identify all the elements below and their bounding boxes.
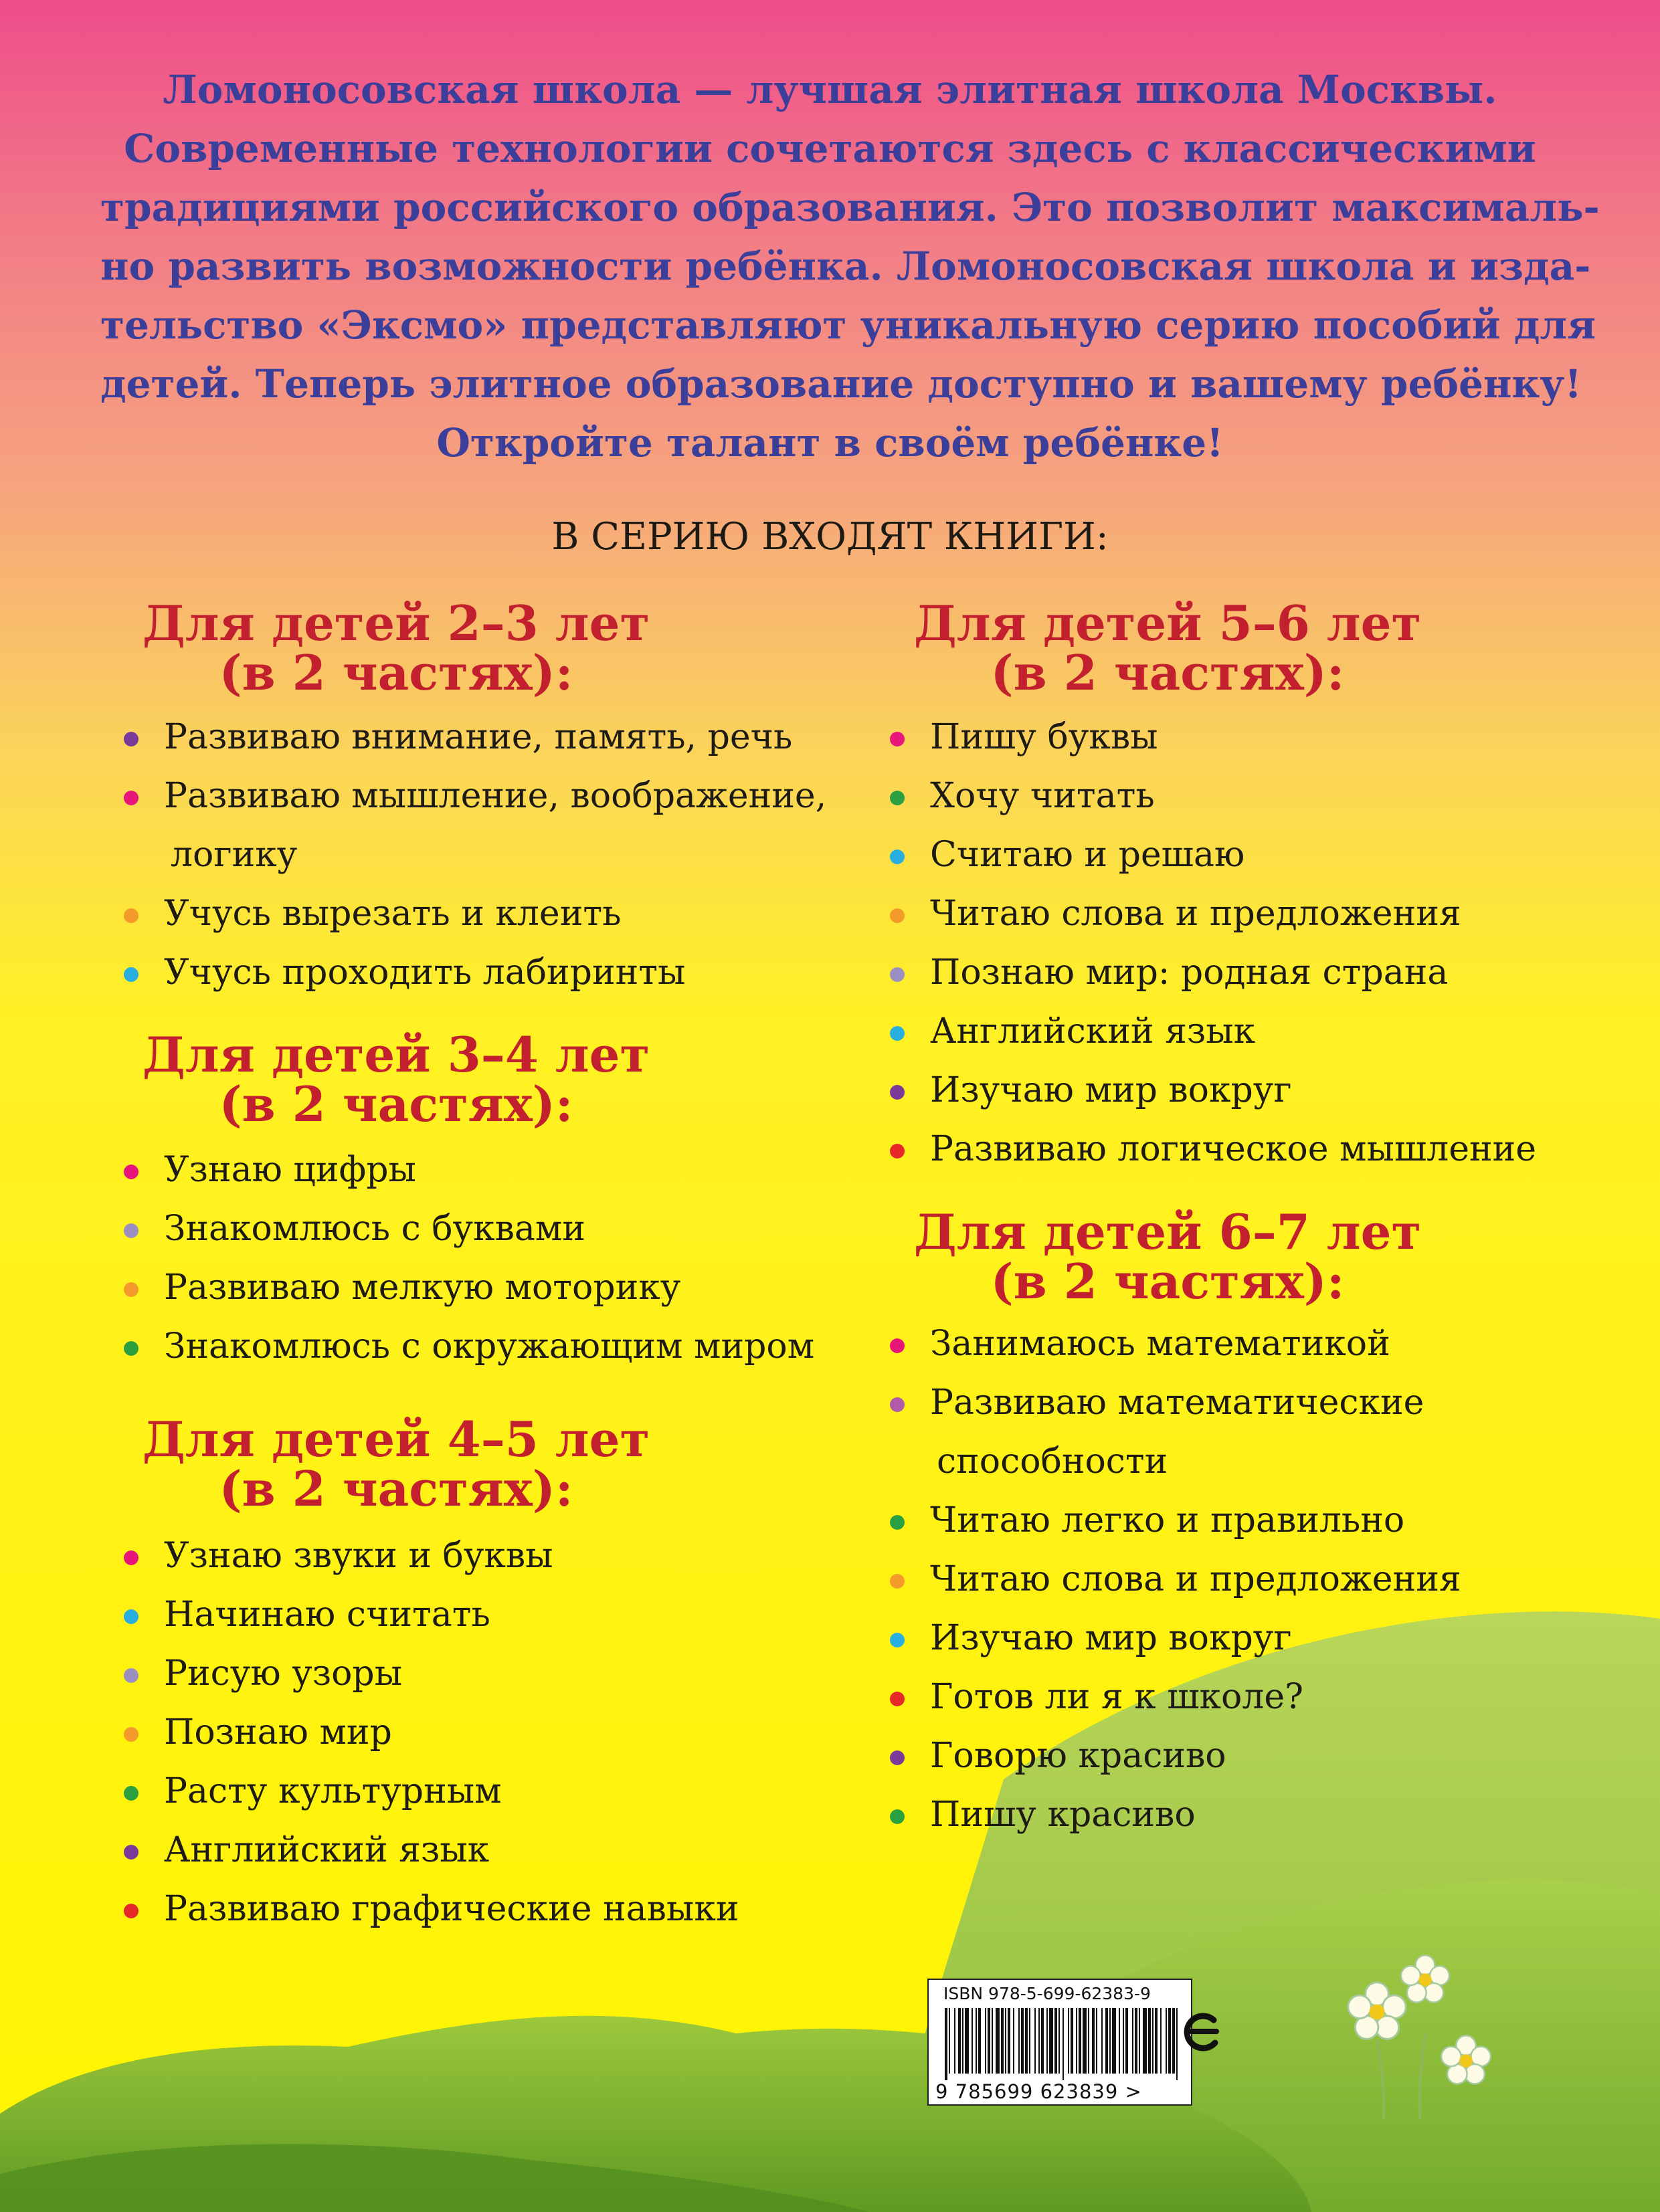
book-title-line: Изучаю мир вокруг <box>930 1618 1292 1658</box>
barcode-bar <box>962 2008 963 2074</box>
group-subtitle: (в 2 частях): <box>219 1460 573 1517</box>
book-item <box>124 943 826 1002</box>
group-title-3-4 <box>95 1026 697 1132</box>
barcode-bar <box>1166 2008 1167 2074</box>
intro-line: Откройте талант в своём ребёнке! <box>436 420 1224 466</box>
book-title <box>164 1585 490 1644</box>
book-title-line: способности <box>937 1441 1168 1482</box>
flower-icon <box>1398 1953 1452 2007</box>
barcode-bar <box>978 2008 981 2074</box>
intro-line: тельство «Эксмо» представляют уникальную серию пособий для <box>100 302 1596 348</box>
book-title-line: Знакомлюсь с буквами <box>164 1209 586 1249</box>
bullet-dot-icon <box>890 1026 905 1041</box>
book-item <box>890 1314 1461 1373</box>
bullet-dot-icon <box>890 908 905 923</box>
book-title <box>930 767 1155 825</box>
bullet-dot-icon <box>890 1338 905 1353</box>
book-title-line: Начинаю считать <box>164 1595 490 1635</box>
book-title <box>164 1821 489 1880</box>
book-item <box>124 1317 814 1376</box>
book-item <box>124 1585 739 1644</box>
book-title-line: Развиваю внимание, память, речь <box>164 717 793 757</box>
book-title <box>930 1120 1536 1179</box>
book-item <box>890 1785 1461 1844</box>
bullet-dot-icon <box>124 1727 139 1742</box>
book-title <box>164 943 685 1002</box>
book-item <box>124 1258 814 1317</box>
book-title <box>930 1668 1303 1726</box>
group-title-text: Для детей 3–4 лет <box>142 1026 650 1083</box>
barcode-bar <box>1088 2008 1089 2074</box>
book-title-line: Развиваю мелкую моторику <box>164 1268 681 1308</box>
book-title <box>930 943 1448 1002</box>
barcode-bar <box>1008 2008 1010 2074</box>
barcode-bar <box>1041 2008 1044 2074</box>
book-title-line: Расту культурным <box>164 1771 502 1811</box>
barcode-bar <box>985 2008 986 2074</box>
barcode-bar <box>1076 2008 1077 2074</box>
bullet-dot-icon <box>890 732 905 746</box>
bullet-dot-icon <box>890 1397 905 1412</box>
book-title <box>164 1140 416 1199</box>
book-title <box>930 1609 1292 1668</box>
book-title-line: Узнаю звуки и буквы <box>164 1536 553 1576</box>
book-title <box>930 1785 1196 1844</box>
book-item <box>124 1644 739 1703</box>
barcode-bar <box>1105 2008 1108 2074</box>
book-item <box>890 1491 1461 1550</box>
barcode <box>943 2008 1179 2080</box>
barcode-bar <box>1001 2008 1004 2074</box>
barcode-bar <box>1025 2008 1028 2074</box>
bullet-dot-icon <box>124 908 139 923</box>
group-title-text: Для детей 6–7 лет <box>913 1203 1422 1260</box>
barcode-bar <box>1063 2008 1064 2080</box>
book-item <box>124 1199 814 1258</box>
bullet-dot-icon <box>890 1692 905 1706</box>
book-title <box>930 1726 1226 1785</box>
bullet-dot-icon <box>890 967 905 982</box>
bullet-dot-icon <box>890 849 905 864</box>
book-item <box>890 884 1536 943</box>
book-item <box>124 1140 814 1199</box>
book-title <box>930 825 1244 884</box>
barcode-bar <box>1021 2008 1024 2074</box>
book-title <box>930 1061 1292 1120</box>
book-item <box>890 1061 1536 1120</box>
bullet-dot-icon <box>124 1609 139 1624</box>
isbn-label: ISBN 978-5-699-62383-9 <box>943 1984 1151 2003</box>
book-title-line: Считаю и решаю <box>930 835 1245 875</box>
book-title <box>164 1526 553 1585</box>
book-title-line: Хочу читать <box>930 776 1155 816</box>
barcode-bar <box>1092 2008 1095 2074</box>
barcode-bar <box>958 2008 961 2074</box>
book-item <box>890 708 1536 767</box>
barcode-bar <box>1018 2008 1020 2074</box>
book-item <box>890 1609 1461 1668</box>
book-title-line: Занимаюсь математикой <box>930 1324 1390 1364</box>
barcode-bar <box>1083 2008 1087 2074</box>
book-title <box>164 1762 502 1821</box>
flower-icon <box>1439 2033 1493 2088</box>
barcode-bar <box>949 2008 950 2074</box>
barcode-bar <box>1132 2008 1133 2074</box>
book-title-line: Развиваю логическое мышление <box>930 1129 1537 1169</box>
barcode-bar <box>1119 2008 1120 2074</box>
book-item <box>124 884 826 943</box>
book-title <box>930 1373 1424 1491</box>
book-title-line: Говорю красиво <box>930 1736 1226 1776</box>
book-title <box>164 708 792 767</box>
barcode-bar <box>1005 2008 1006 2074</box>
group-title-6-7 <box>866 1203 1469 1310</box>
book-title-line: Развиваю мышление, воображение, <box>164 776 827 816</box>
book-title <box>164 1317 814 1376</box>
group-title-text: Для детей 2–3 лет <box>142 595 650 651</box>
barcode-bar <box>965 2008 969 2074</box>
barcode-bar <box>1068 2008 1069 2074</box>
book-title-line: Пишу красиво <box>930 1795 1196 1835</box>
barcode-bar <box>1148 2008 1151 2074</box>
barcode-bar <box>976 2008 977 2074</box>
group-title-4-5 <box>95 1411 697 1517</box>
barcode-bar <box>1139 2008 1140 2074</box>
bullet-dot-icon <box>124 1550 139 1565</box>
book-title-line: Рисую узоры <box>164 1653 403 1694</box>
bullet-dot-icon <box>124 732 139 746</box>
bullet-dot-icon <box>124 791 139 805</box>
barcode-bar <box>972 2008 973 2074</box>
isbn-digits: 9 785699 623839 > <box>935 2080 1142 2103</box>
barcode-bar <box>1101 2008 1103 2074</box>
book-item <box>890 1668 1461 1726</box>
bullet-dot-icon <box>124 1165 139 1179</box>
barcode-bar <box>1168 2008 1171 2074</box>
book-title-line: логику <box>171 835 298 875</box>
book-item <box>890 825 1536 884</box>
book-title <box>164 767 826 884</box>
barcode-bar <box>1013 2008 1014 2074</box>
group-title-text: Для детей 4–5 лет <box>142 1411 650 1468</box>
book-list-4-5 <box>124 1526 739 1938</box>
book-title-line: Познаю мир <box>164 1712 392 1752</box>
intro-line: Ломоносовская школа — лучшая элитная школа Москвы. <box>163 67 1497 112</box>
book-title-line: Учусь проходить лабиринты <box>164 952 686 993</box>
barcode-bar <box>1046 2008 1048 2074</box>
barcode-bar <box>1049 2008 1053 2074</box>
barcode-bar <box>1135 2008 1137 2074</box>
intro-line: детей. Теперь элитное образование доступно и вашему ребёнку! <box>100 361 1582 407</box>
book-title <box>164 1258 680 1317</box>
book-title-line: Готов ли я к школе? <box>930 1677 1304 1717</box>
barcode-bar <box>1054 2008 1057 2074</box>
book-item <box>890 1120 1536 1179</box>
book-list-5-6 <box>890 708 1536 1179</box>
book-title <box>930 1314 1390 1373</box>
bullet-dot-icon <box>890 1809 905 1824</box>
barcode-bar <box>988 2008 990 2074</box>
intro-line: традициями российского образования. Это позволит максималь- <box>100 185 1600 230</box>
barcode-bar <box>1112 2008 1116 2074</box>
flower-stems <box>1365 2033 1445 2120</box>
barcode-bar <box>1155 2008 1158 2074</box>
bullet-dot-icon <box>124 1223 139 1238</box>
barcode-bar <box>996 2008 1000 2074</box>
book-title <box>164 884 621 943</box>
bullet-dot-icon <box>890 1085 905 1100</box>
bullet-dot-icon <box>890 1750 905 1765</box>
intro-line: Современные технологии сочетаются здесь с классическими <box>124 126 1536 171</box>
barcode-bar <box>1096 2008 1097 2074</box>
book-item <box>124 708 826 767</box>
barcode-bar <box>1038 2008 1040 2074</box>
book-title <box>930 1550 1461 1609</box>
group-subtitle: (в 2 частях): <box>990 1253 1345 1310</box>
book-item <box>124 767 826 884</box>
book-title-line: Учусь вырезать и клеить <box>164 894 622 934</box>
barcode-bar <box>1079 2008 1081 2074</box>
book-title <box>164 1644 402 1703</box>
eksmo-logo-icon <box>1180 2001 1223 2062</box>
book-list-3-4 <box>124 1140 814 1376</box>
book-item <box>124 1762 739 1821</box>
book-title <box>164 1880 739 1938</box>
book-item <box>890 1002 1536 1061</box>
bullet-dot-icon <box>890 1574 905 1589</box>
barcode-bar <box>1029 2008 1030 2074</box>
isbn-barcode-box <box>927 1979 1192 2106</box>
book-item <box>890 1550 1461 1609</box>
bullet-dot-icon <box>124 1341 139 1356</box>
book-item <box>124 1821 739 1880</box>
bullet-dot-icon <box>124 1668 139 1683</box>
book-title <box>164 1703 392 1762</box>
bullet-dot-icon <box>124 1845 139 1859</box>
book-title <box>164 1199 585 1258</box>
book-title-line: Читаю слова и предложения <box>930 894 1461 934</box>
barcode-bar <box>992 2008 993 2074</box>
group-subtitle: (в 2 частях): <box>990 644 1345 701</box>
book-item <box>124 1526 739 1585</box>
book-title-line: Познаю мир: родная страна <box>930 952 1449 993</box>
bullet-dot-icon <box>124 967 139 982</box>
barcode-bar <box>1034 2008 1036 2074</box>
intro-paragraph <box>100 60 1600 472</box>
bullet-dot-icon <box>890 1633 905 1647</box>
book-item <box>890 1726 1461 1785</box>
series-heading: В СЕРИЮ ВХОДЯТ КНИГИ: <box>551 515 1109 559</box>
book-list-2-3 <box>124 708 826 1002</box>
bullet-dot-icon <box>124 1786 139 1801</box>
barcode-bar <box>1125 2008 1128 2074</box>
bullet-dot-icon <box>124 1282 139 1297</box>
group-title-2-3 <box>95 595 697 701</box>
book-title-line: Развиваю графические навыки <box>164 1889 739 1929</box>
book-title <box>930 1002 1255 1061</box>
book-item <box>890 1373 1461 1491</box>
book-title-line: Знакомлюсь с окружающим миром <box>164 1326 815 1367</box>
book-title-line: Узнаю цифры <box>164 1150 416 1190</box>
barcode-bar <box>1109 2008 1111 2074</box>
book-title-line: Читаю легко и правильно <box>930 1500 1405 1540</box>
bullet-dot-icon <box>890 1144 905 1159</box>
group-subtitle: (в 2 частях): <box>219 1076 573 1132</box>
barcode-bar <box>1172 2008 1175 2074</box>
barcode-bar <box>945 2008 947 2080</box>
group-subtitle: (в 2 частях): <box>219 644 573 701</box>
book-item <box>124 1703 739 1762</box>
book-item <box>890 767 1536 825</box>
book-title-line: Пишу буквы <box>930 717 1158 757</box>
book-title <box>930 884 1461 943</box>
intro-line: но развить возможности ребёнка. Ломоносовская школа и изда- <box>100 243 1591 289</box>
barcode-bar <box>1123 2008 1124 2074</box>
group-title-5-6 <box>866 595 1469 701</box>
bullet-dot-icon <box>890 1515 905 1530</box>
book-list-6-7 <box>890 1314 1461 1844</box>
barcode-bar <box>1071 2008 1073 2074</box>
book-title-line: Английский язык <box>164 1830 490 1870</box>
book-title-line: Читаю слова и предложения <box>930 1559 1461 1599</box>
book-title <box>930 1491 1404 1550</box>
bullet-dot-icon <box>124 1904 139 1918</box>
barcode-bar <box>1152 2008 1154 2074</box>
book-title-line: Развиваю математические <box>930 1383 1424 1423</box>
barcode-bar <box>1160 2008 1162 2074</box>
barcode-bar <box>954 2008 955 2074</box>
book-title-line: Изучаю мир вокруг <box>930 1070 1292 1110</box>
barcode-bar <box>1058 2008 1060 2074</box>
bullet-dot-icon <box>890 791 905 805</box>
group-title-text: Для детей 5–6 лет <box>913 595 1422 651</box>
book-item <box>124 1880 739 1938</box>
book-title <box>930 708 1158 767</box>
barcode-bar <box>1176 2008 1178 2080</box>
book-item <box>890 943 1536 1002</box>
barcode-bar <box>1143 2008 1147 2074</box>
book-title-line: Английский язык <box>930 1011 1256 1051</box>
